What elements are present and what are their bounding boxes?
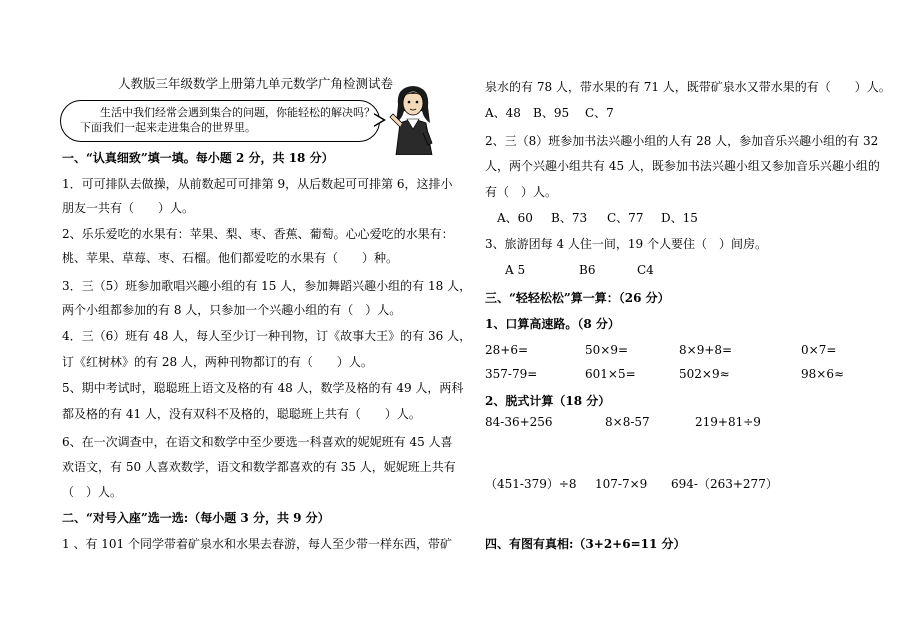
- oral-calc-4: 0×7=: [801, 343, 837, 357]
- s1-q2-line2: 桃、苹果、草莓、枣、石榴。他们都爱吃的水果有（ ）种。: [62, 251, 399, 265]
- s2-q2-option-b: B、73: [551, 211, 588, 225]
- s2-q1-option-c: C、7: [585, 106, 614, 120]
- step-calc-2: 8×8-57: [605, 415, 650, 429]
- oral-calc-5: 357-79=: [485, 367, 538, 381]
- s1-q2-line1: 2、乐乐爱吃的水果有：苹果、梨、枣、香蕉、葡萄。心心爱吃的水果有：: [62, 227, 454, 241]
- section2-heading: 二、“对号入座”选一选:（每小题 3 分，共 9 分）: [62, 511, 330, 525]
- step-calc-4: （451-379）÷8: [485, 477, 577, 491]
- oral-calc-3: 8×9+8=: [679, 343, 733, 357]
- section3-sub1: 1、口算高速路。（8 分）: [485, 317, 620, 331]
- s1-q1-line1: 1．可可排队去做操，从前数起可可排第 9，从后数起可可排第 6，这排小: [62, 177, 453, 191]
- oral-calc-1: 28+6=: [485, 343, 529, 357]
- s2-q1-option-a: A、48: [485, 106, 521, 120]
- oral-calc-7: 502×9≈: [679, 367, 730, 381]
- bubble-line-2: 下面我们一起来走进集合的世界里。: [80, 121, 256, 134]
- s2-q2-option-d: D、15: [661, 211, 698, 225]
- oral-calc-2: 50×9=: [585, 343, 629, 357]
- s1-q3-line1: 3．三（5）班参加歌唱兴趣小组的有 15 人，参加舞蹈兴趣小组的有 18 人，: [62, 279, 472, 293]
- s2-q2-option-a: A、60: [497, 211, 533, 225]
- bubble-line-1: 生活中我们经常会遇到集合的问题，你能轻松的解决吗？: [100, 106, 375, 119]
- section3-heading: 三、“轻轻松松”算一算：（26 分）: [485, 291, 670, 305]
- oral-calc-6: 601×5=: [585, 367, 636, 381]
- s2-q1-line2: 泉水的有 78 人，带水果的有 71 人，既带矿泉水又带水果的有（ ）人。: [485, 80, 891, 94]
- s2-q3-option-b: B6: [579, 263, 596, 277]
- s1-q4-line2: 订《红树林》的有 28 人，两种刊物都订的有（ ）人。: [62, 355, 373, 369]
- step-calc-1: 84-36+256: [485, 415, 553, 429]
- step-calc-3: 219+81÷9: [695, 415, 761, 429]
- s1-q5-line2: 都及格的有 41 人，没有双科不及格的，聪聪班上共有（ ）人。: [62, 407, 421, 421]
- oral-calc-8: 98×6≈: [801, 367, 845, 381]
- s1-q6-line3: （ ）人。: [62, 485, 123, 499]
- step-calc-5: 107-7×9: [595, 477, 648, 491]
- teacher-illustration-icon: [388, 83, 438, 155]
- s2-q1-option-b: B、95: [533, 106, 570, 120]
- s1-q6-line1: 6、在一次调查中，在语文和数学中至少要选一科喜欢的妮妮班有 45 人喜: [62, 435, 453, 449]
- s2-q2-line2: 人，两个兴趣小组共有 45 人，既参加书法兴趣小组又参加音乐兴趣小组的: [485, 159, 880, 173]
- step-calc-6: 694-（263+277）: [671, 477, 778, 491]
- section1-heading: 一、“认真细致”填一填。每小题 2 分，共 18 分）: [62, 151, 334, 165]
- s2-q1-line1: 1 、有 101 个同学带着矿泉水和水果去春游，每人至少带一样东西，带矿: [62, 537, 452, 551]
- section4-heading: 四、有图有真相:（3+2+6=11 分）: [485, 537, 686, 551]
- s1-q5-line1: 5、期中考试时，聪聪班上语文及格的有 48 人，数学及格的有 49 人，两科: [62, 381, 464, 395]
- s1-q4-line1: 4．三（6）班有 48 人，每人至少订一种刊物，订《故事大王》的有 36 人，: [62, 329, 472, 343]
- s2-q2-line1: 2、三（8）班参加书法兴趣小组的人有 28 人，参加音乐兴趣小组的有 32: [485, 134, 879, 148]
- page-title: 人教版三年级数学上册第九单元数学广角检测试卷: [118, 76, 394, 91]
- s2-q2-option-c: C、77: [607, 211, 644, 225]
- s1-q6-line2: 欢语文，有 50 人喜欢数学，语文和数学都喜欢的有 35 人，妮妮班上共有: [62, 460, 456, 474]
- s1-q1-line2: 朋友一共有（ ）人。: [62, 201, 195, 215]
- s2-q3-option-a: A 5: [505, 263, 526, 277]
- s2-q2-line3: 有（ ）人。: [485, 185, 558, 199]
- s1-q3-line2: 两个小组都参加的有 8 人，只参加一个兴趣小组的有（ ）人。: [62, 303, 402, 317]
- s2-q3: 3、旅游团每 4 人住一间，19 个人要住（ ）间房。: [485, 237, 767, 251]
- section3-sub2: 2、脱式计算（18 分）: [485, 394, 611, 408]
- s2-q3-option-c: C4: [637, 263, 654, 277]
